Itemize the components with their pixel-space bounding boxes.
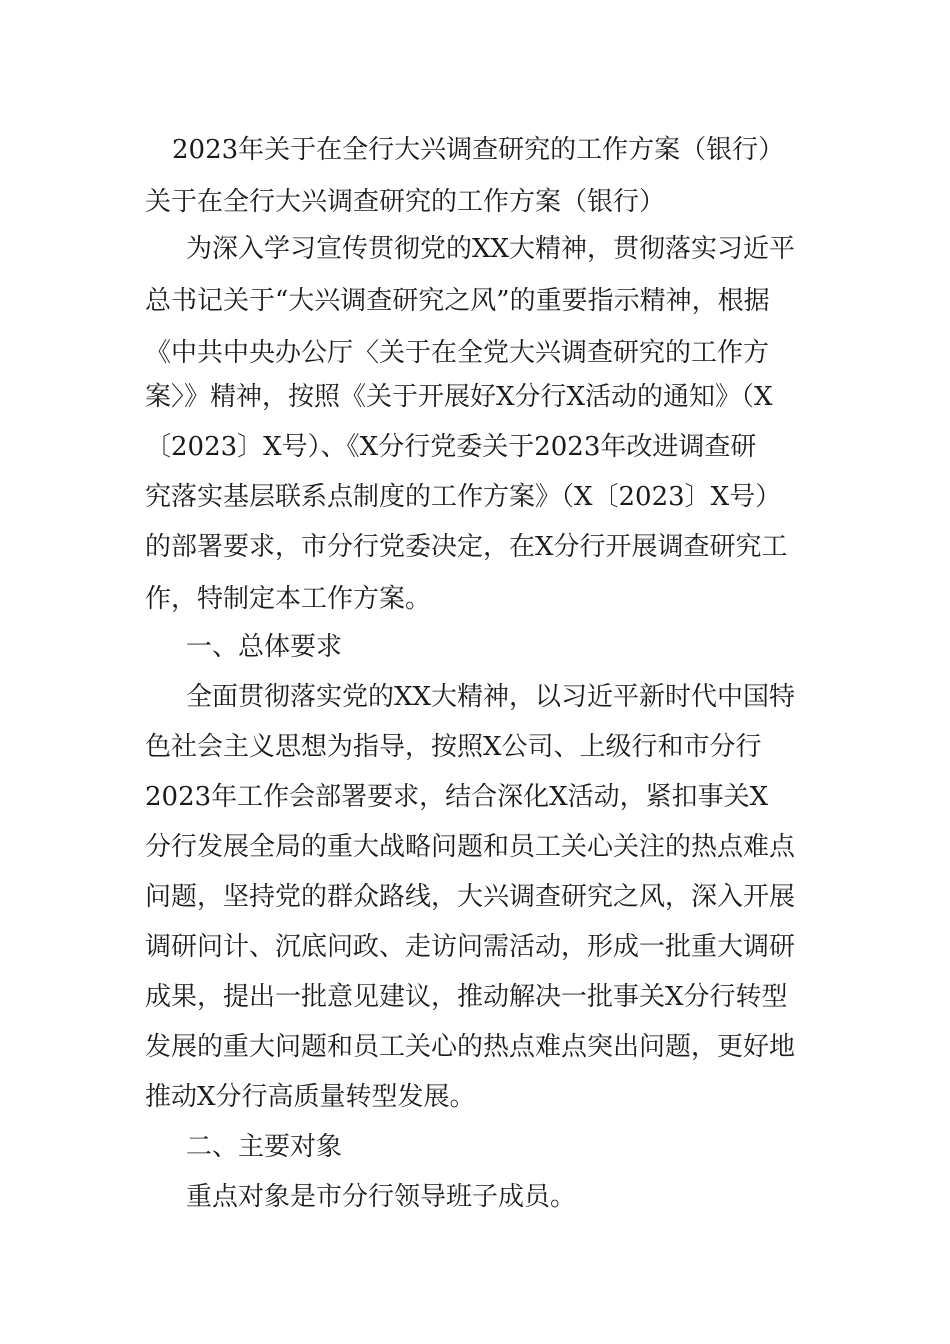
section1-line: 发展的重大问题和员工关心的热点难点突出问题，更好地	[145, 1032, 796, 1062]
section1-line: 调研问计、沉底问政、走访问需活动，形成一批重大调研	[145, 932, 796, 962]
intro-line: 作，特制定本工作方案。	[145, 584, 432, 614]
intro-line: 案〉》精神，按照《关于开展好X分行X活动的通知》（X	[145, 382, 773, 412]
document-subtitle: 关于在全行大兴调查研究的工作方案（银行）	[145, 187, 666, 217]
intro-line: 总书记关于“大兴调查研究之风”的重要指示精神，根据	[145, 286, 770, 316]
section1-line: 推动X分行高质量转型发展。	[145, 1082, 476, 1112]
intro-line: 为深入学习宣传贯彻党的XX大精神，贯彻落实习近平	[186, 234, 796, 264]
intro-line: 《中共中央办公厅〈关于在全党大兴调查研究的工作方	[145, 338, 770, 368]
intro-line: 的部署要求，市分行党委决定，在X分行开展调查研究工	[145, 532, 788, 562]
section1-line: 成果，提出一批意见建议，推动解决一批事关X分行转型	[145, 982, 788, 1012]
section1-line: 全面贯彻落实党的XX大精神，以习近平新时代中国特	[186, 682, 796, 712]
section-heading-general-requirements: 一、总体要求	[186, 632, 343, 662]
intro-line: 〔2023〕X号）、《X分行党委关于2023年改进调查研	[145, 432, 757, 462]
section1-line: 2023年工作会部署要求，结合深化X活动，紧扣事关X	[145, 782, 769, 812]
intro-line: 究落实基层联系点制度的工作方案》（X〔2023〕X号）	[145, 482, 782, 512]
section2-line: 重点对象是市分行领导班子成员。	[186, 1182, 577, 1212]
section-heading-main-targets: 二、主要对象	[186, 1132, 343, 1162]
section1-line: 色社会主义思想为指导，按照X公司、上级行和市分行	[145, 732, 762, 762]
document-title: 2023年关于在全行大兴调查研究的工作方案（银行）	[172, 135, 785, 165]
section1-line: 分行发展全局的重大战略问题和员工关心关注的热点难点	[145, 832, 796, 862]
section1-line: 问题，坚持党的群众路线，大兴调查研究之风，深入开展	[145, 882, 796, 912]
